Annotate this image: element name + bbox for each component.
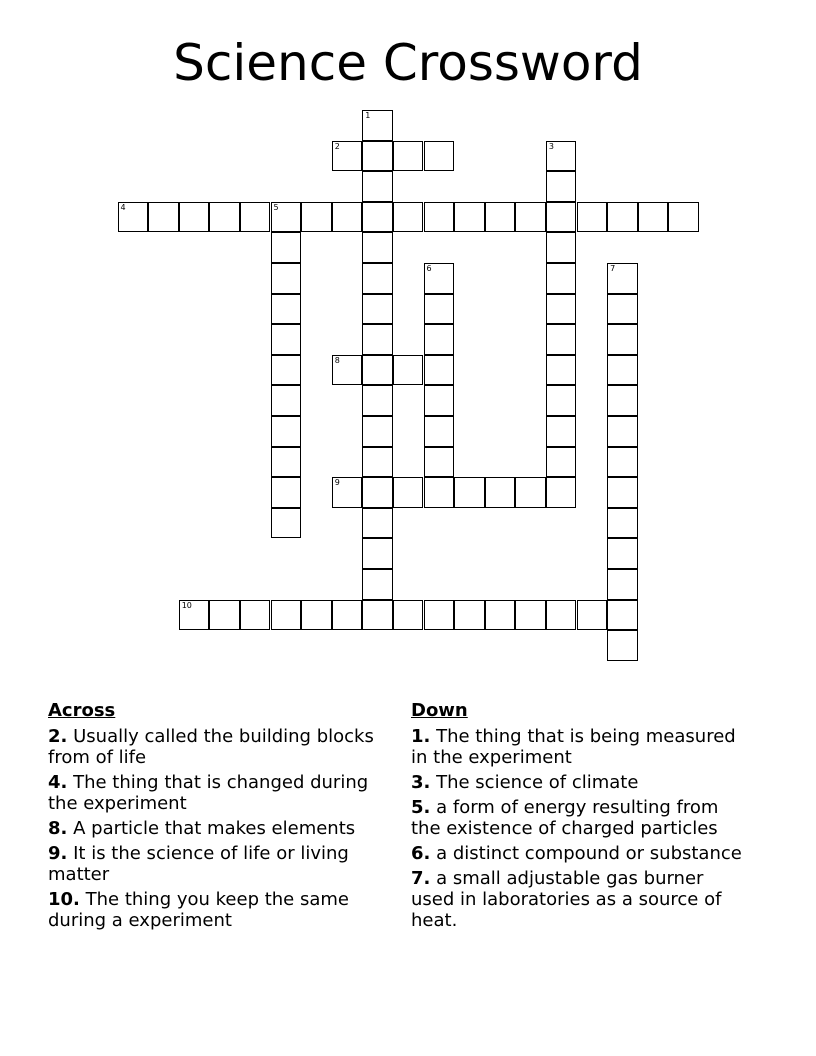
clue-number: 9.: [48, 843, 68, 864]
grid-cell[interactable]: [179, 600, 210, 631]
grid-cell[interactable]: [118, 202, 149, 233]
clue-across-2: [48, 726, 388, 768]
grid-cell[interactable]: [607, 355, 638, 386]
grid-cell[interactable]: [332, 477, 363, 508]
down-clues: [411, 700, 751, 935]
grid-cell[interactable]: [607, 416, 638, 447]
grid-cell[interactable]: [271, 385, 302, 416]
clue-down-3: [411, 772, 751, 793]
grid-cell[interactable]: [577, 600, 608, 631]
grid-cell[interactable]: [424, 202, 455, 233]
across-heading: Across: [48, 700, 116, 721]
down-heading: Down: [411, 700, 468, 721]
grid-cell[interactable]: [546, 600, 577, 631]
grid-cell[interactable]: [424, 324, 455, 355]
grid-cell[interactable]: [668, 202, 699, 233]
grid-cell[interactable]: [362, 141, 393, 172]
grid-cell[interactable]: [424, 385, 455, 416]
grid-cell[interactable]: [209, 202, 240, 233]
clue-text: The science of climate: [436, 772, 639, 793]
grid-cell[interactable]: [362, 600, 393, 631]
grid-cell[interactable]: [271, 202, 302, 233]
clue-number: 8.: [48, 818, 68, 839]
clue-number-label: 2: [334, 141, 340, 151]
grid-cell[interactable]: [607, 508, 638, 539]
grid-cell[interactable]: [607, 569, 638, 600]
clue-number: 6.: [411, 843, 431, 864]
grid-cell[interactable]: [577, 202, 608, 233]
grid-cell[interactable]: [301, 202, 332, 233]
clue-across-4: [48, 772, 388, 814]
clue-across-10: [48, 889, 388, 931]
grid-cell[interactable]: [546, 202, 577, 233]
clue-text: The thing that is changed during the experiment: [48, 772, 369, 814]
grid-cell[interactable]: [271, 477, 302, 508]
grid-cell[interactable]: [362, 110, 393, 141]
clue-number: 5.: [411, 797, 431, 818]
clue-number-label: 10: [181, 600, 192, 610]
grid-cell[interactable]: [271, 447, 302, 478]
grid-cell[interactable]: [607, 538, 638, 569]
grid-cell[interactable]: [362, 477, 393, 508]
grid-cell[interactable]: [607, 600, 638, 631]
grid-cell[interactable]: [393, 355, 424, 386]
clue-number-label: 6: [426, 264, 432, 273]
page-title: Science Crossword: [173, 34, 643, 92]
grid-cell[interactable]: [393, 600, 424, 631]
grid-cell[interactable]: [638, 202, 669, 233]
grid-cell[interactable]: [546, 141, 577, 172]
clue-text: A particle that makes elements: [73, 818, 356, 839]
clue-number-label: 9: [334, 478, 340, 488]
grid-cell[interactable]: [424, 416, 455, 447]
grid-cell[interactable]: [362, 569, 393, 600]
grid-cell[interactable]: [485, 202, 516, 233]
grid-cell[interactable]: [607, 202, 638, 233]
grid-cell[interactable]: [362, 324, 393, 355]
grid-cell[interactable]: [485, 477, 516, 508]
grid-cell[interactable]: [301, 600, 332, 631]
grid-cell[interactable]: [362, 538, 393, 569]
grid-cell[interactable]: [362, 202, 393, 233]
grid-cell[interactable]: [454, 477, 485, 508]
grid-cell[interactable]: [148, 202, 179, 233]
clue-number-label: 1: [365, 111, 371, 120]
grid-cell[interactable]: [607, 477, 638, 508]
clue-down-5: [411, 797, 751, 839]
grid-cell[interactable]: [332, 202, 363, 233]
clue-down-1: [411, 726, 751, 768]
grid-cell[interactable]: [179, 202, 210, 233]
grid-cell[interactable]: [607, 385, 638, 416]
grid-cell[interactable]: [607, 294, 638, 325]
grid-cell[interactable]: [546, 385, 577, 416]
clue-text: It is the science of life or living matter: [48, 843, 349, 885]
grid-cell[interactable]: [362, 355, 393, 386]
grid-cell[interactable]: [424, 141, 455, 172]
clue-number: 10.: [48, 889, 80, 910]
clue-text: a small adjustable gas burner used in laboratories as a source of heat.: [411, 868, 722, 931]
clue-number-label: 4: [120, 202, 126, 212]
grid-cell[interactable]: [546, 477, 577, 508]
grid-cell[interactable]: [607, 263, 638, 294]
grid-cell[interactable]: [332, 141, 363, 172]
grid-cell[interactable]: [362, 416, 393, 447]
grid-cell[interactable]: [271, 416, 302, 447]
clue-across-9: [48, 843, 388, 885]
grid-cell[interactable]: [209, 600, 240, 631]
grid-cell[interactable]: [424, 294, 455, 325]
grid-cell[interactable]: [271, 324, 302, 355]
grid-cell[interactable]: [485, 600, 516, 631]
clue-number: 3.: [411, 772, 431, 793]
grid-cell[interactable]: [362, 294, 393, 325]
clue-text: The thing you keep the same during a experiment: [48, 889, 349, 931]
grid-cell[interactable]: [546, 294, 577, 325]
grid-cell[interactable]: [424, 600, 455, 631]
grid-cell[interactable]: [424, 477, 455, 508]
clue-number-label: 7: [610, 264, 616, 273]
grid-cell[interactable]: [546, 232, 577, 263]
grid-cell[interactable]: [546, 416, 577, 447]
grid-cell[interactable]: [546, 447, 577, 478]
clue-number: 4.: [48, 772, 68, 793]
grid-cell[interactable]: [607, 324, 638, 355]
grid-cell[interactable]: [362, 508, 393, 539]
grid-cell[interactable]: [240, 202, 271, 233]
grid-cell[interactable]: [515, 600, 546, 631]
grid-cell[interactable]: [362, 263, 393, 294]
grid-cell[interactable]: [271, 263, 302, 294]
grid-cell[interactable]: [424, 263, 455, 294]
grid-cell[interactable]: [362, 385, 393, 416]
grid-cell[interactable]: [424, 355, 455, 386]
grid-cell[interactable]: [240, 600, 271, 631]
grid-cell[interactable]: [424, 447, 455, 478]
grid-cell[interactable]: [393, 141, 424, 172]
grid-cell[interactable]: [271, 508, 302, 539]
grid-cell[interactable]: [393, 477, 424, 508]
grid-cell[interactable]: [332, 600, 363, 631]
clue-number-label: 5: [273, 202, 279, 212]
grid-cell[interactable]: [362, 171, 393, 202]
grid-cell[interactable]: [515, 202, 546, 233]
grid-cell[interactable]: [271, 294, 302, 325]
grid-cell[interactable]: [393, 202, 424, 233]
clue-number-label: 8: [334, 355, 340, 365]
grid-cell[interactable]: [546, 263, 577, 294]
grid-cell[interactable]: [362, 447, 393, 478]
clue-text: a form of energy resulting from the existence of charged particles: [411, 797, 719, 839]
clue-across-8: [48, 818, 388, 839]
grid-cell[interactable]: [454, 600, 485, 631]
clue-down-6: [411, 843, 751, 864]
grid-cell[interactable]: [271, 232, 302, 263]
grid-cell[interactable]: [546, 171, 577, 202]
grid-cell[interactable]: [271, 355, 302, 386]
clue-text: The thing that is being measured in the experiment: [411, 726, 736, 768]
across-clues: [48, 700, 388, 935]
grid-cell[interactable]: [271, 600, 302, 631]
clue-down-7: [411, 868, 751, 931]
grid-cell[interactable]: [546, 324, 577, 355]
grid-cell[interactable]: [515, 477, 546, 508]
clue-text: Usually called the building blocks from of life: [48, 726, 374, 768]
grid-cell[interactable]: [546, 355, 577, 386]
grid-cell[interactable]: [454, 202, 485, 233]
grid-cell[interactable]: [607, 447, 638, 478]
clue-number-label: 3: [548, 141, 554, 151]
grid-cell[interactable]: [332, 355, 363, 386]
grid-cell[interactable]: [362, 232, 393, 263]
clue-number: 7.: [411, 868, 431, 889]
clue-text: a distinct compound or substance: [436, 843, 742, 864]
clue-number: 1.: [411, 726, 431, 747]
grid-cell[interactable]: [607, 630, 638, 661]
clue-number: 2.: [48, 726, 68, 747]
